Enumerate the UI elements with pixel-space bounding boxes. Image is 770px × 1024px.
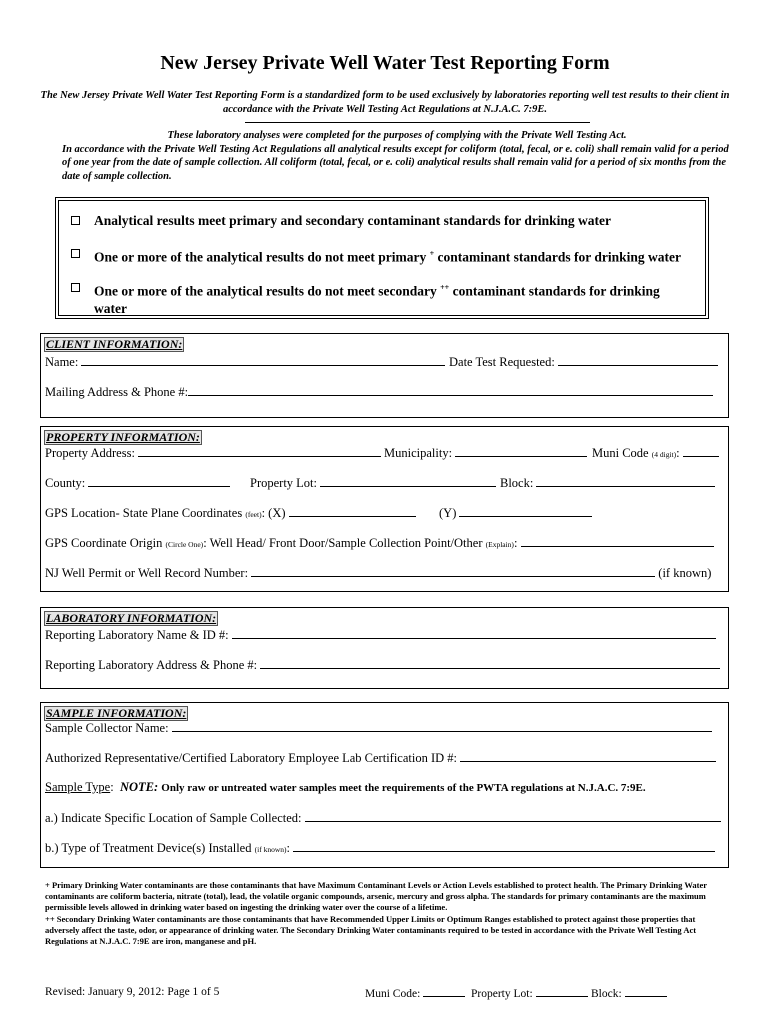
revision-note: Revised: January 9, 2012: Page 1 of 5 bbox=[45, 986, 220, 998]
page-title: New Jersey Private Well Water Test Reporting Form bbox=[160, 52, 610, 74]
client-information-section bbox=[40, 333, 729, 418]
property-information-section bbox=[40, 426, 729, 592]
checkbox-primary-fail[interactable] bbox=[71, 249, 80, 258]
well-permit-field[interactable]: NJ Well Permit or Well Record Number: (if known) bbox=[45, 566, 712, 580]
gps-location-field[interactable]: GPS Location- State Plane Coordinates (feet): (X) bbox=[45, 505, 416, 522]
section-heading: CLIENT INFORMATION: bbox=[46, 337, 183, 351]
block-field[interactable]: Block: bbox=[500, 475, 715, 491]
results-checkbox-panel bbox=[55, 197, 709, 319]
treatment-device-field[interactable]: b.) Type of Treatment Device(s) Installed (if known): bbox=[45, 840, 715, 857]
gps-y-field[interactable]: (Y) bbox=[439, 505, 592, 521]
divider bbox=[245, 122, 590, 123]
gps-origin-field[interactable]: GPS Coordinate Origin (Circle One): Well Head/ Front Door/Sample Collection Point/Other (Explain): bbox=[45, 535, 714, 552]
footer-property-lot[interactable]: Property Lot: bbox=[471, 985, 588, 1002]
name-field[interactable]: Name: bbox=[45, 354, 445, 370]
mailing-address-field[interactable]: Mailing Address & Phone #: bbox=[45, 384, 713, 400]
municipality-field[interactable]: Municipality: bbox=[384, 445, 587, 461]
footnotes bbox=[45, 880, 725, 947]
sample-collector-field[interactable]: Sample Collector Name: bbox=[45, 720, 712, 736]
sample-type-note: Sample Type: NOTE: Only raw or untreated water samples meet the requirements of the PWTA regulations at N.J.A.C. 7:9E. bbox=[45, 780, 646, 794]
checkbox-label: One or more of the analytical results do not meet primary + contaminant standards for drinking water bbox=[94, 249, 682, 265]
sample-location-field[interactable]: a.) Indicate Specific Location of Sample Collected: bbox=[45, 810, 721, 826]
lab-certification-id-field[interactable]: Authorized Representative/Certified Laboratory Employee Lab Certification ID #: bbox=[45, 750, 716, 766]
property-address-field[interactable]: Property Address: bbox=[45, 445, 381, 461]
property-lot-field[interactable]: Property Lot: bbox=[250, 475, 496, 491]
footer-block[interactable]: Block: bbox=[591, 985, 667, 1002]
intro-text: The New Jersey Private Well Water Test Reporting Form is a standardized form to be used exclusively by laboratories reporting well test results to their client in accordance with the Private Well Testing Act Regulations at N.J.A.C. 7:9E. bbox=[40, 90, 730, 115]
muni-code-field[interactable]: Muni Code (4 digit): bbox=[592, 445, 719, 462]
laboratory-information-section bbox=[40, 607, 729, 689]
checkbox-meets-standards[interactable] bbox=[71, 216, 80, 225]
county-field[interactable]: County: bbox=[45, 475, 230, 491]
purpose-block bbox=[62, 129, 732, 183]
sample-information-section bbox=[40, 702, 729, 868]
purpose-line-1: These laboratory analyses were completed for the purposes of complying with the Private Well Testing Act. bbox=[167, 130, 627, 141]
checkbox-label: Analytical results meet primary and secondary contaminant standards for drinking water bbox=[94, 213, 611, 228]
lab-name-id-field[interactable]: Reporting Laboratory Name & ID #: bbox=[45, 627, 716, 643]
secondary-footnote: ++ Secondary Drinking Water contaminants are those contaminants that have Recommended Upper Limits or Optimum Ranges established to protect against those properties that adversely affect the taste, odor, or appearance of drinking water. The Secondary Drinking Water contaminants required to be tested in accordance with the Private Well Testing Act Regulations at N.J.A.C. 7:9E are iron, manganese and pH. bbox=[45, 913, 697, 947]
section-heading: LABORATORY INFORMATION: bbox=[46, 611, 217, 625]
primary-footnote: + Primary Drinking Water contaminants are those contaminants that have Maximum Contaminant Levels or Action Levels established to protect health. The Primary Drinking Water contaminants are coliform bacteria, nitrate (total), lead, the volatile organic compounds, arsenic, mercury and gross alpha. The standards for primary contaminants are the maximum permissible levels allowed in drinking water based on ingesting the drinking water over the course of a lifetime. bbox=[45, 880, 707, 913]
date-test-requested-field[interactable]: Date Test Requested: bbox=[449, 354, 718, 370]
purpose-line-2: In accordance with the Private Well Testing Act Regulations all analytical results except for coliform (total, fecal, or e. coli) shall remain valid for a period of one year from the date of sample collection. All coliform (total, fecal, or e. coli) analytical results shall remain valid for a period of six months from the date of sample collection. bbox=[62, 143, 729, 182]
lab-address-field[interactable]: Reporting Laboratory Address & Phone #: bbox=[45, 657, 720, 673]
checkbox-label: One or more of the analytical results do not meet secondary ++ contaminant standards for drinking water bbox=[94, 283, 660, 316]
footer-muni-code[interactable]: Muni Code: bbox=[365, 985, 465, 1002]
checkbox-secondary-fail[interactable] bbox=[71, 283, 80, 292]
section-heading: SAMPLE INFORMATION: bbox=[46, 706, 187, 720]
section-heading: PROPERTY INFORMATION: bbox=[46, 430, 200, 444]
